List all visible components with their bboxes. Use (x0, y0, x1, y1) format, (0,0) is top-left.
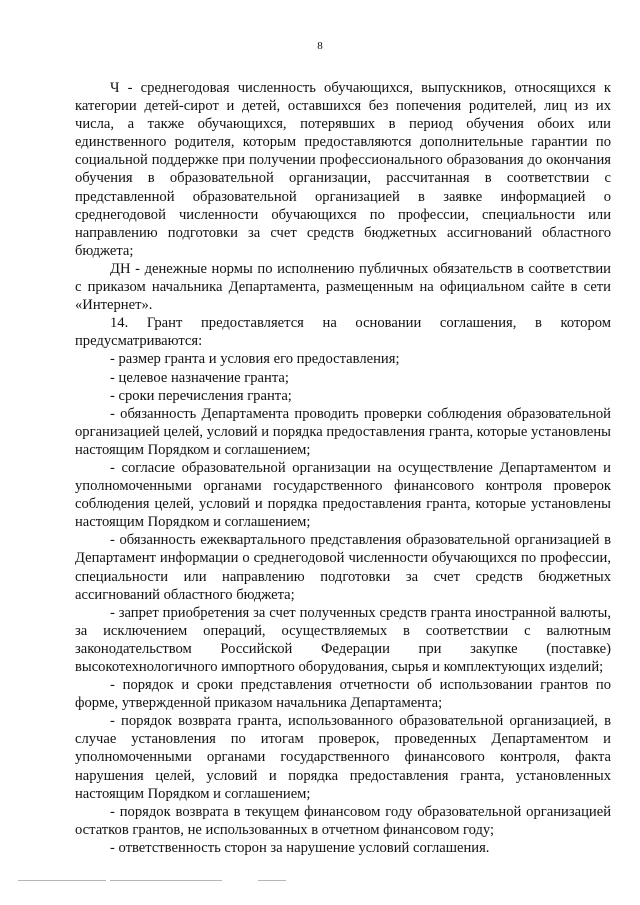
paragraph-dn-definition: ДН - денежные нормы по исполнению публичных обязательств в соответствии с приказом начальника Департамента, размещенным на официальном сайте в сети «Интернет». (75, 260, 611, 314)
list-item: - обязанность ежеквартального представления образовательной организацией в Департамент информации о среднегодовой численности обучающихся по профессии, специальности или направлению подготовки за счет средств бюджетных ассигнований областного бюджета; (75, 532, 611, 603)
footer-divider-middle (110, 880, 222, 881)
footer-divider-right (258, 880, 286, 881)
list-item: - согласие образовательной организации на осуществление Департаментом и уполномоченными органами государственного финансового контроля проверок соблюдения целей, условий и порядка предоставления гранта, которые установлены настоящим Порядком и соглашением; (75, 459, 611, 531)
list-item: - порядок возврата гранта, использованного образовательной организацией, в случае установления по итогам проверок, проведенных Департаментом и уполномоченными органами государственного финансового контроля, факта нарушения целей, условий и порядка предоставления гранта, установленных настоящим Порядком и соглашением; (75, 713, 611, 802)
document-body (75, 79, 611, 857)
list-item: - размер гранта и условия его предоставления; (110, 351, 400, 368)
page-number: 8 (317, 40, 323, 52)
list-item: - сроки перечисления гранта; (110, 387, 292, 404)
list-item: - ответственность сторон за нарушение условий соглашения. (110, 839, 490, 856)
paragraph-section-14: 14. Грант предоставляется на основании соглашения, в котором предусматриваются: (75, 315, 611, 350)
list-item: - запрет приобретения за счет полученных средств гранта иностранной валюты, за исключением операций, осуществляемых в соответствии с валютным законодательством Российской Федерации при закупке (поставке) высокотехнологичного импортного оборудования, сырья и комплектующих изделий; (75, 604, 611, 675)
list-item: - порядок возврата в текущем финансовом году образовательной организацией остатков грантов, не использованных в отчетном финансовом году; (75, 803, 611, 838)
list-item: - целевое назначение гранта; (110, 369, 289, 386)
list-item: - обязанность Департамента проводить проверки соблюдения образовательной организацией целей, условий и порядка предоставления гранта, которые установлены настоящим Порядком и соглашением; (75, 405, 611, 458)
paragraph-ch-definition: Ч - среднегодовая численность обучающихся, выпускников, относящихся к категории детей-сирот и детей, оставшихся без попечения родителей, лиц из их числа, а также обучающихся, потерявших в период обучения обоих или единственного родителя, которым предоставляются дополнительные гарантии по социальной поддержке при получении профессионального образования до окончания обучения в образовательной организации, рассчитанная в соответствии с представленной образовательной организацией в заявке информацией о среднегодовой численности обучающихся по профессии, специальности или направлению подготовки за счет средств бюджетных ассигнований областного бюджета; (75, 80, 611, 259)
list-item: - порядок и сроки представления отчетности об использовании грантов по форме, утвержденной приказом начальника Департамента; (75, 677, 611, 712)
footer-divider-left (18, 880, 106, 881)
